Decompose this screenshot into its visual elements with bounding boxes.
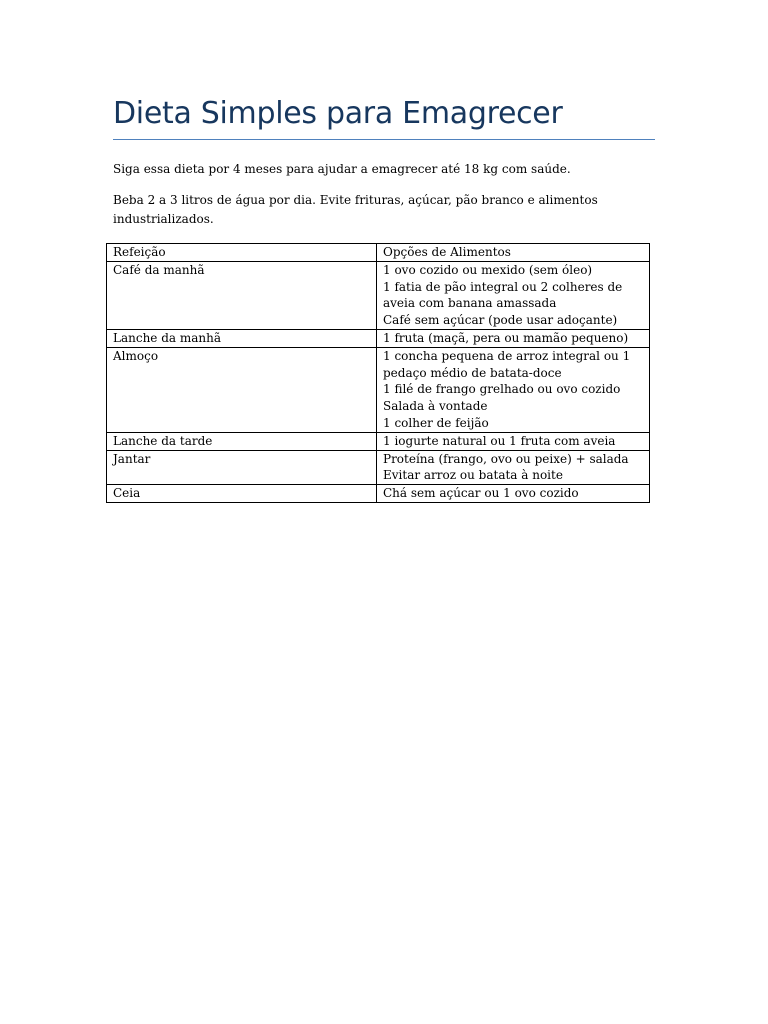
food-option: 1 fruta (maçã, pera ou mamão pequeno) <box>383 330 629 345</box>
meal-cell: Lanche da manhã <box>107 329 377 347</box>
food-option: 1 concha pequena de arroz integral ou 1 pedaço médio de batata-doce <box>383 348 631 380</box>
table-row <box>107 329 650 347</box>
options-cell <box>377 450 650 485</box>
food-option: Proteína (frango, ovo ou peixe) + salada <box>383 451 629 466</box>
title-underline <box>113 139 655 140</box>
table-row <box>107 485 650 503</box>
table-row <box>107 432 650 450</box>
food-option: Salada à vontade <box>383 399 488 414</box>
meal-cell: Ceia <box>107 485 377 503</box>
options-cell <box>377 261 650 329</box>
table-row <box>107 450 650 485</box>
food-option: 1 iogurte natural ou 1 fruta com aveia <box>383 433 616 448</box>
diet-table <box>106 243 650 503</box>
advice-paragraph: Beba 2 a 3 litros de água por dia. Evite frituras, açúcar, pão branco e alimentos industrializados. <box>113 193 598 226</box>
intro-paragraph: Siga essa dieta por 4 meses para ajudar a emagrecer até 18 kg com saúde. <box>113 162 571 176</box>
options-cell <box>377 485 650 503</box>
options-cell <box>377 432 650 450</box>
food-option: 1 fatia de pão integral ou 2 colheres de aveia com banana amassada <box>383 279 623 311</box>
column-header-meal: Refeição <box>107 244 377 262</box>
document-title: Dieta Simples para Emagrecer <box>113 96 563 131</box>
table-row <box>107 347 650 432</box>
options-cell <box>377 329 650 347</box>
meal-cell: Jantar <box>107 450 377 485</box>
table-row <box>107 261 650 329</box>
food-option: Evitar arroz ou batata à noite <box>383 468 563 483</box>
food-option: 1 ovo cozido ou mexido (sem óleo) <box>383 262 593 277</box>
food-option: 1 colher de feijão <box>383 415 489 430</box>
table-header-row <box>107 244 650 262</box>
food-option: Café sem açúcar (pode usar adoçante) <box>383 313 618 328</box>
meal-cell: Lanche da tarde <box>107 432 377 450</box>
column-header-food-options: Opções de Alimentos <box>377 244 650 262</box>
food-option: Chá sem açúcar ou 1 ovo cozido <box>383 486 579 501</box>
options-cell <box>377 347 650 432</box>
meal-cell: Almoço <box>107 347 377 432</box>
food-option: 1 filé de frango grelhado ou ovo cozido <box>383 382 621 397</box>
meal-cell: Café da manhã <box>107 261 377 329</box>
